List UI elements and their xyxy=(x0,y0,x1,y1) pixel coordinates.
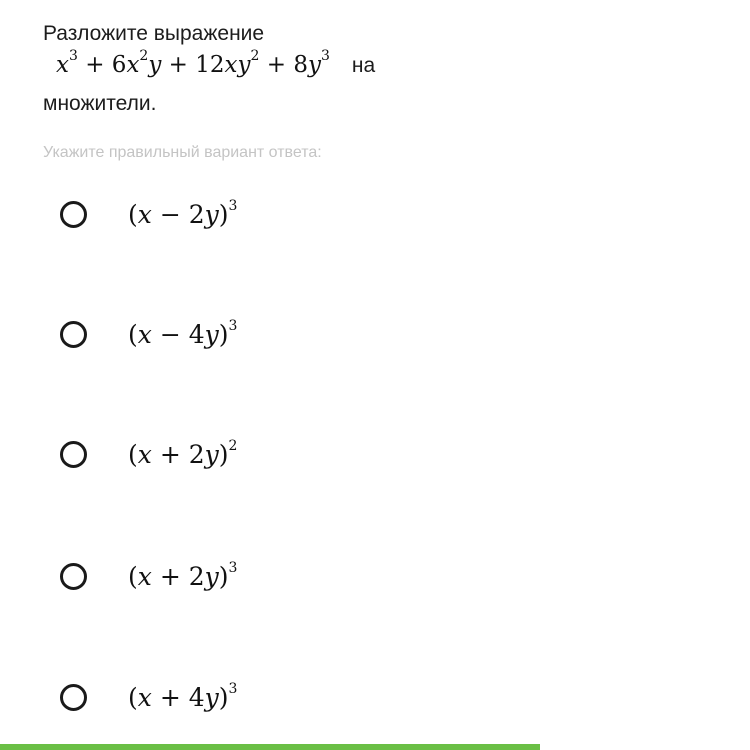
question-line-2 xyxy=(43,48,683,90)
answer-hint: Укажите правильный вариант ответа: xyxy=(43,144,322,161)
question-text xyxy=(43,20,683,118)
answer-option-text: $(x - 2y)^3$ xyxy=(128,198,238,229)
answer-option-1[interactable] xyxy=(60,194,237,234)
radio-button[interactable] xyxy=(60,684,87,711)
answer-option-5[interactable] xyxy=(60,677,237,717)
answer-option-text: $(x + 4y)^3$ xyxy=(128,681,238,712)
progress-bar xyxy=(0,744,540,750)
radio-button[interactable] xyxy=(60,321,87,348)
answer-option-text: $(x + 2y)^3$ xyxy=(128,560,238,591)
answer-option-4[interactable] xyxy=(60,556,237,596)
answer-option-text: $(x + 2y)^2$ xyxy=(128,438,238,469)
answer-option-text: $(x - 4y)^3$ xyxy=(128,318,238,349)
radio-button[interactable] xyxy=(60,441,87,468)
question-after-expression: на xyxy=(351,54,376,77)
radio-button[interactable] xyxy=(60,201,87,228)
answer-option-3[interactable] xyxy=(60,434,237,474)
answer-option-2[interactable] xyxy=(60,314,237,354)
question-expression: $x^3 + 6x^2y + 12xy^2 + 8y^3$ xyxy=(56,48,330,78)
radio-button[interactable] xyxy=(60,563,87,590)
question-line-3: множители. xyxy=(43,92,157,115)
question-line-1: Разложите выражение xyxy=(43,22,265,45)
